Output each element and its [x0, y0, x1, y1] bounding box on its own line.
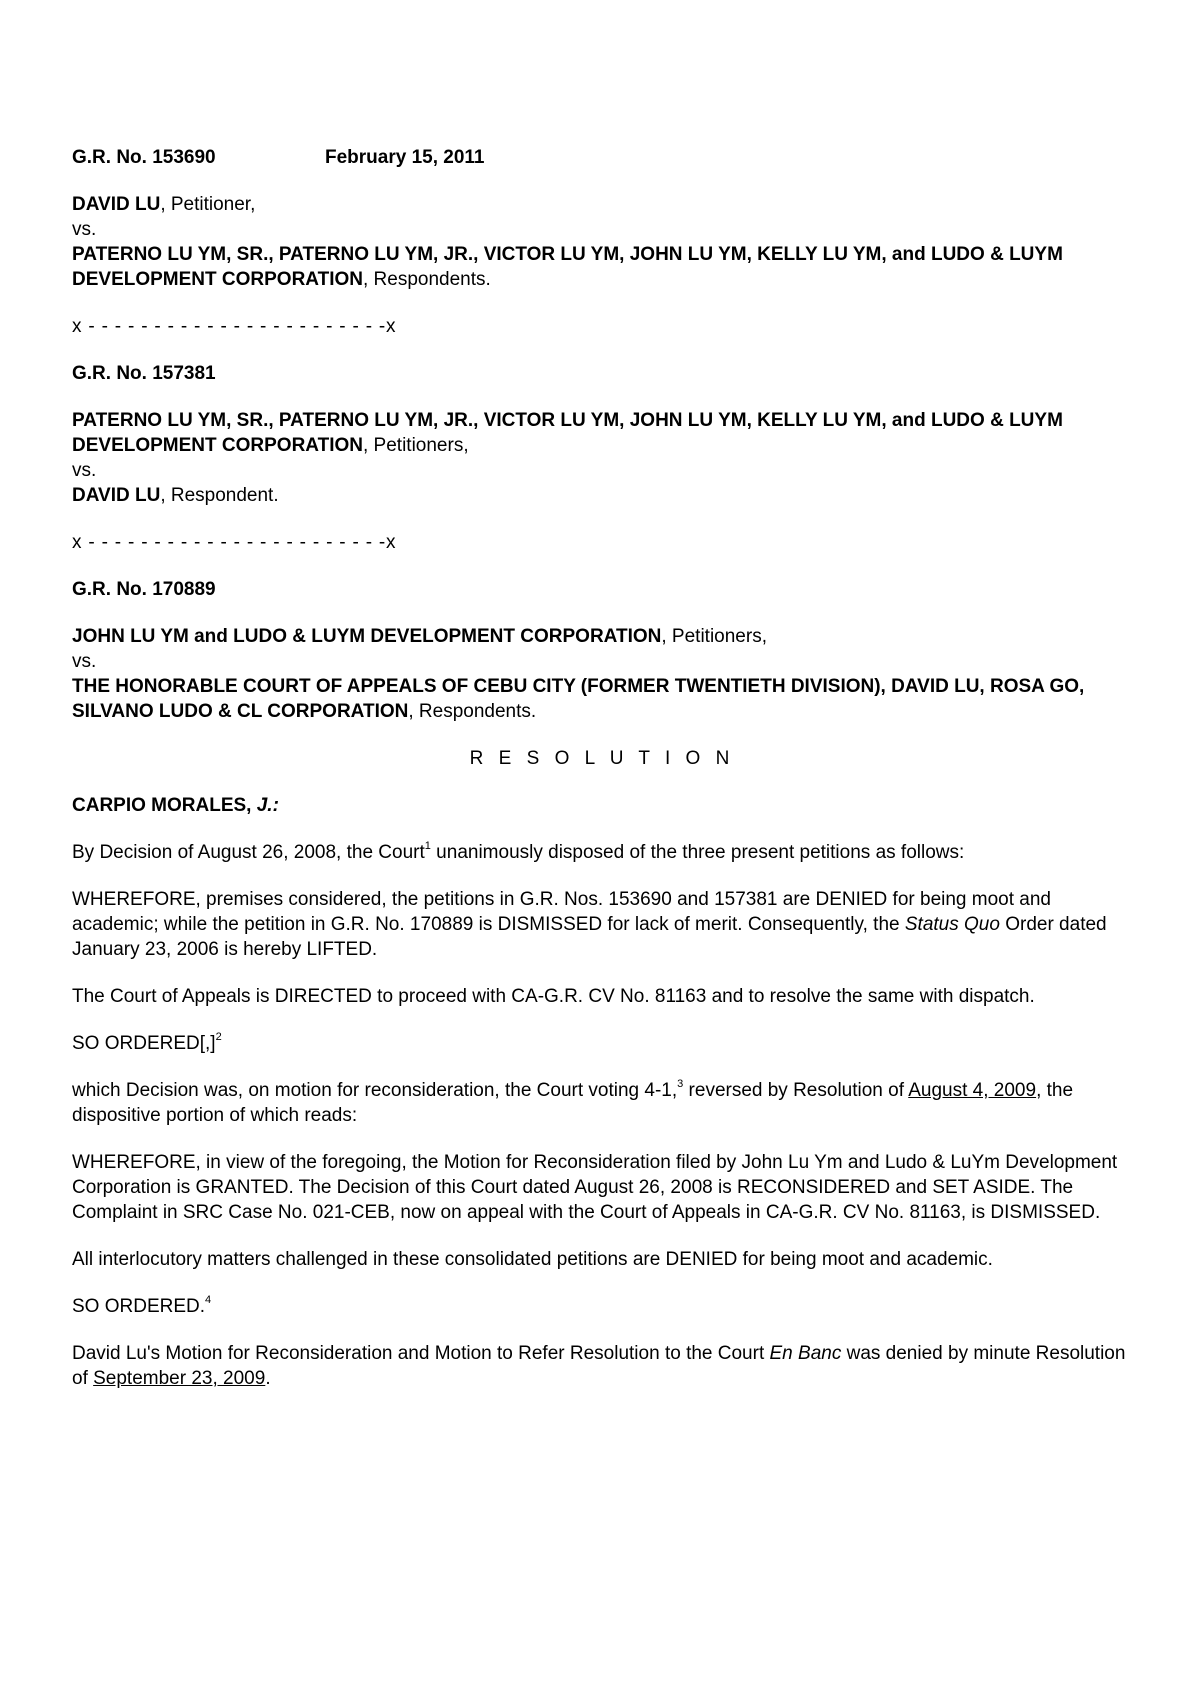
- case-number: G.R. No. 170889: [72, 579, 216, 600]
- ponente-name: CARPIO MORALES,: [72, 795, 257, 816]
- document-body: [72, 145, 1132, 1391]
- so-ordered-1: SO ORDERED[,]$^2$: [72, 1030, 222, 1054]
- case-header-3: [72, 577, 1132, 602]
- paragraph-2: which Decision was, on motion for reconsideration, the Court voting 4-1,$^3$ reversed by Resolution of August 4, 2009, the dispositive portion of which reads:: [72, 1077, 1074, 1126]
- party-name: PATERNO LU YM, SR., PATERNO LU YM, JR., VICTOR LU YM, JOHN LU YM, KELLY LU YM, and LUDO & LUYM DEVELOPMENT CORPORATION: [72, 244, 1063, 290]
- versus: vs.: [72, 460, 97, 481]
- resolution-date-link[interactable]: August 4, 2009: [908, 1080, 1037, 1101]
- petitioner-line: [72, 408, 1132, 458]
- petitioner-line: [72, 192, 1132, 217]
- footnote-ref-1[interactable]: 1: [424, 839, 431, 852]
- separator-line: x - - - - - - - - - - - - - - - - - - - - - - -x: [72, 532, 397, 553]
- quoted-dispositive-2: WHEREFORE, in view of the foregoing, the Motion for Reconsideration filed by John Lu Ym and Ludo & LuYm Development Corporation is GRANTED. The Decision of this Court dated August 26, 2008 is RECONSIDERED and SET ASIDE. The Complaint in SRC Case No. 021-CEB, now on appeal with the Court of Appeals in CA-G.R. CV No. 81163, is DISMISSED.: [72, 1152, 1118, 1223]
- resolution-heading: R E S O L U T I O N: [469, 748, 735, 769]
- party-name: PATERNO LU YM, SR., PATERNO LU YM, JR., VICTOR LU YM, JOHN LU YM, KELLY LU YM, and LUDO & LUYM DEVELOPMENT CORPORATION: [72, 410, 1063, 456]
- footnote-ref-4[interactable]: 4: [205, 1293, 212, 1306]
- party-role: , Petitioner,: [160, 194, 256, 215]
- paragraph-1: By Decision of August 26, 2008, the Court$^1$ unanimously disposed of the three present petitions as follows:: [72, 839, 965, 863]
- decision-date: February 15, 2011: [325, 147, 485, 168]
- quoted-directive: The Court of Appeals is DIRECTED to proceed with CA-G.R. CV No. 81163 and to resolve the same with dispatch.: [72, 986, 1035, 1007]
- case-number: G.R. No. 157381: [72, 363, 216, 384]
- party-role: , Respondents.: [363, 269, 491, 290]
- party-name: JOHN LU YM and LUDO & LUYM DEVELOPMENT CORPORATION: [72, 626, 662, 647]
- respondent-line: [72, 674, 1132, 724]
- versus: vs.: [72, 219, 97, 240]
- party-name: DAVID LU: [72, 194, 161, 215]
- ponente: [72, 793, 1132, 818]
- versus: vs.: [72, 651, 97, 672]
- footnote-ref-2[interactable]: 2: [215, 1030, 222, 1043]
- party-role: , Petitioners,: [661, 626, 767, 647]
- separator-line: x - - - - - - - - - - - - - - - - - - - - - - -x: [72, 316, 397, 337]
- case-header-2: [72, 361, 1132, 386]
- ponente-title: J.:: [256, 795, 279, 816]
- paragraph-3: David Lu's Motion for Reconsideration and Motion to Refer Resolution to the Court En Banc was denied by minute Resolution of September 23, 2009.: [72, 1343, 1126, 1389]
- respondent-line: [72, 483, 1132, 508]
- petitioner-line: [72, 624, 1132, 649]
- respondent-line: [72, 242, 1132, 292]
- minute-resolution-date-link[interactable]: September 23, 2009: [93, 1368, 266, 1389]
- party-name: DAVID LU: [72, 485, 161, 506]
- party-role: , Respondent.: [160, 485, 279, 506]
- footnote-ref-3[interactable]: 3: [677, 1077, 684, 1090]
- so-ordered-2: SO ORDERED.$^4$: [72, 1293, 212, 1317]
- quoted-dispositive-1: WHEREFORE, premises considered, the petitions in G.R. Nos. 153690 and 157381 are DENIED for being moot and academic; while the petition in G.R. No. 170889 is DISMISSED for lack of merit. Consequently, the Status Quo Order dated January 23, 2006 is hereby LIFTED.: [72, 889, 1107, 960]
- party-role: , Petitioners,: [363, 435, 469, 456]
- case-number: G.R. No. 153690: [72, 147, 216, 168]
- case-header-1: [72, 145, 1132, 170]
- party-name: THE HONORABLE COURT OF APPEALS OF CEBU CITY (FORMER TWENTIETH DIVISION), DAVID LU, ROSA GO, SILVANO LUDO & CL CORPORATION: [72, 676, 1085, 722]
- party-role: , Respondents.: [408, 701, 537, 722]
- quoted-interlocutory: All interlocutory matters challenged in these consolidated petitions are DENIED for being moot and academic.: [72, 1249, 993, 1270]
